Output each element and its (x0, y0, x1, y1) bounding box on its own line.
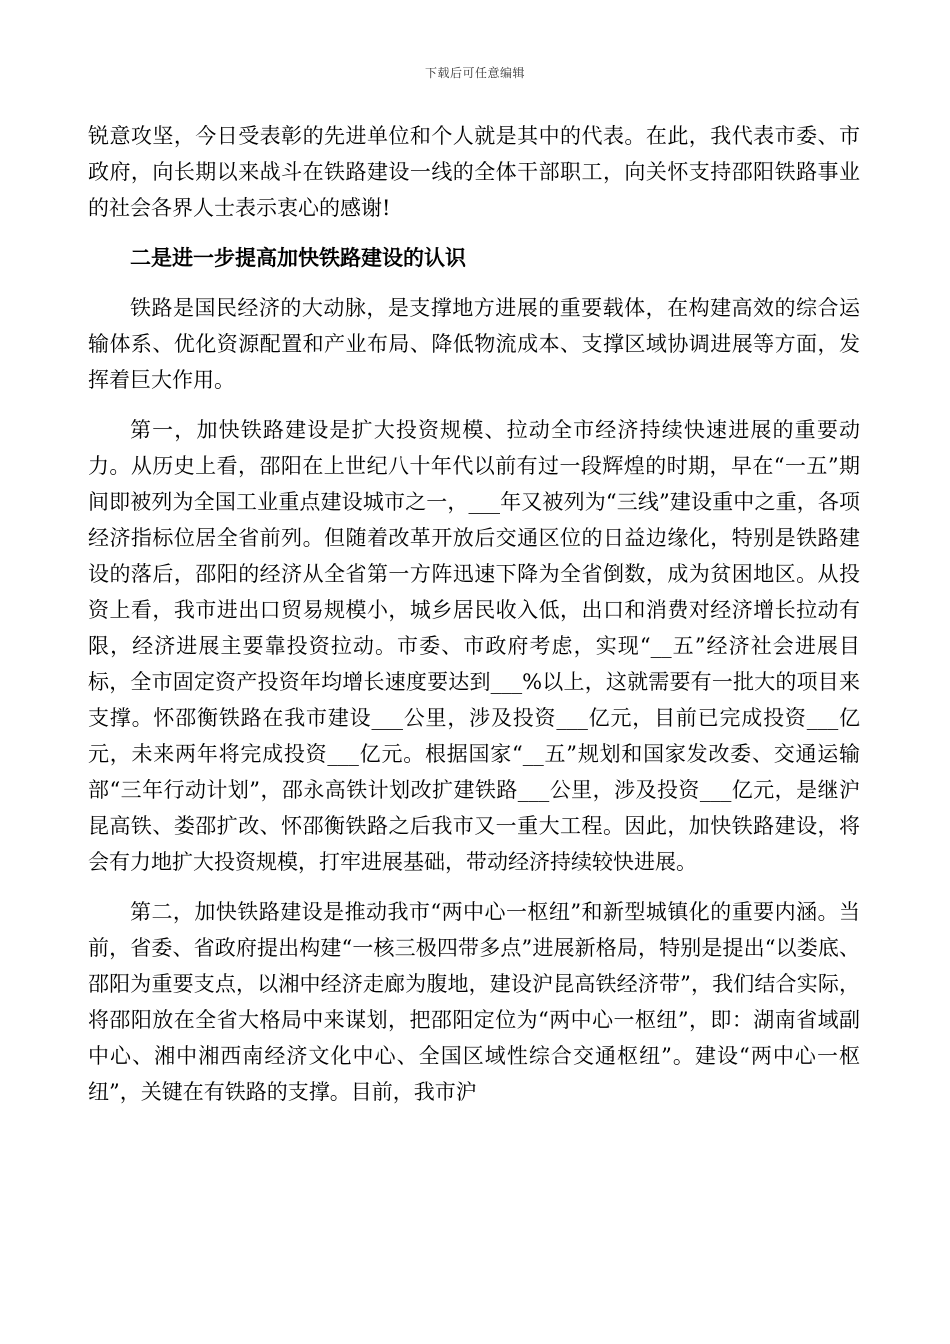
paragraph-railway-role: 铁路是国民经济的大动脉，是支撑地方进展的重要载体，在构建高效的综合运输体系、优化资源配置和产业布局、降低物流成本、支撑区域协调进展等方面，发挥着巨大作用。 (88, 296, 860, 392)
page-header-note: 下载后可任意编辑 (424, 66, 525, 80)
paragraph-thanks: 锐意攻坚，今日受表彰的先进单位和个人就是其中的代表。在此，我代表市委、市政府，向长期以来战斗在铁路建设一线的全体干部职工，向关怀支持邵阳铁路事业的社会各界人士表示衷心的感谢! (88, 124, 860, 220)
section-heading: 二是进一步提高加快铁路建设的认识 (130, 245, 466, 270)
paragraph-second-point: 第二，加快铁路建设是推动我市“两中心一枢纽”和新型城镇化的重要内涵。当前，省委、省政府提出构建“一核三极四带多点”进展新格局，特别是提出“以娄底、邵阳为重要支点，以湘中经济走廊为腹地，建设沪昆高铁经济带”，我们结合实际，将邵阳放在全省大格局中来谋划，把邵阳定位为“两中心一枢纽”，即：湖南省域副中心、湘中湘西南经济文化中心、全国区域性综合交通枢纽”。建设“两中心一枢纽”，关键在有铁路的支撑。目前，我市沪 (88, 900, 860, 1104)
document-body (88, 118, 860, 1124)
paragraph-first-point: 第一，加快铁路建设是扩大投资规模、拉动全市经济持续快速进展的重要动力。从历史上看，邵阳在上世纪八十年代以前有过一段辉煌的时期，早在“一五”期间即被列为全国工业重点建设城市之一，___年又被列为“三线”建设重中之重，各项经济指标位居全省前列。但随着改革开放后交通区位的日益边缘化，特别是铁路建设的落后，邵阳的经济从全省第一方阵迅速下降为全省倒数，成为贫困地区。从投资上看，我市进出口贸易规模小，城乡居民收入低，出口和消费对经济增长拉动有限，经济进展主要靠投资拉动。市委、市政府考虑，实现“__五”经济社会进展目标，全市固定资产投资年均增长速度要达到___%以上，这就需要有一批大的项目来支撑。怀邵衡铁路在我市建设___公里，涉及投资___亿元，目前已完成投资___亿元，未来两年将完成投资___亿元。根据国家“__五”规划和国家发改委、交通运输部“三年行动计划”，邵永高铁计划改扩建铁路___公里，涉及投资___亿元，是继沪昆高铁、娄邵扩改、怀邵衡铁路之后我市又一重大工程。因此，加快铁路建设，将会有力地扩大投资规模，打牢进展基础，带动经济持续较快进展。 (88, 418, 860, 874)
